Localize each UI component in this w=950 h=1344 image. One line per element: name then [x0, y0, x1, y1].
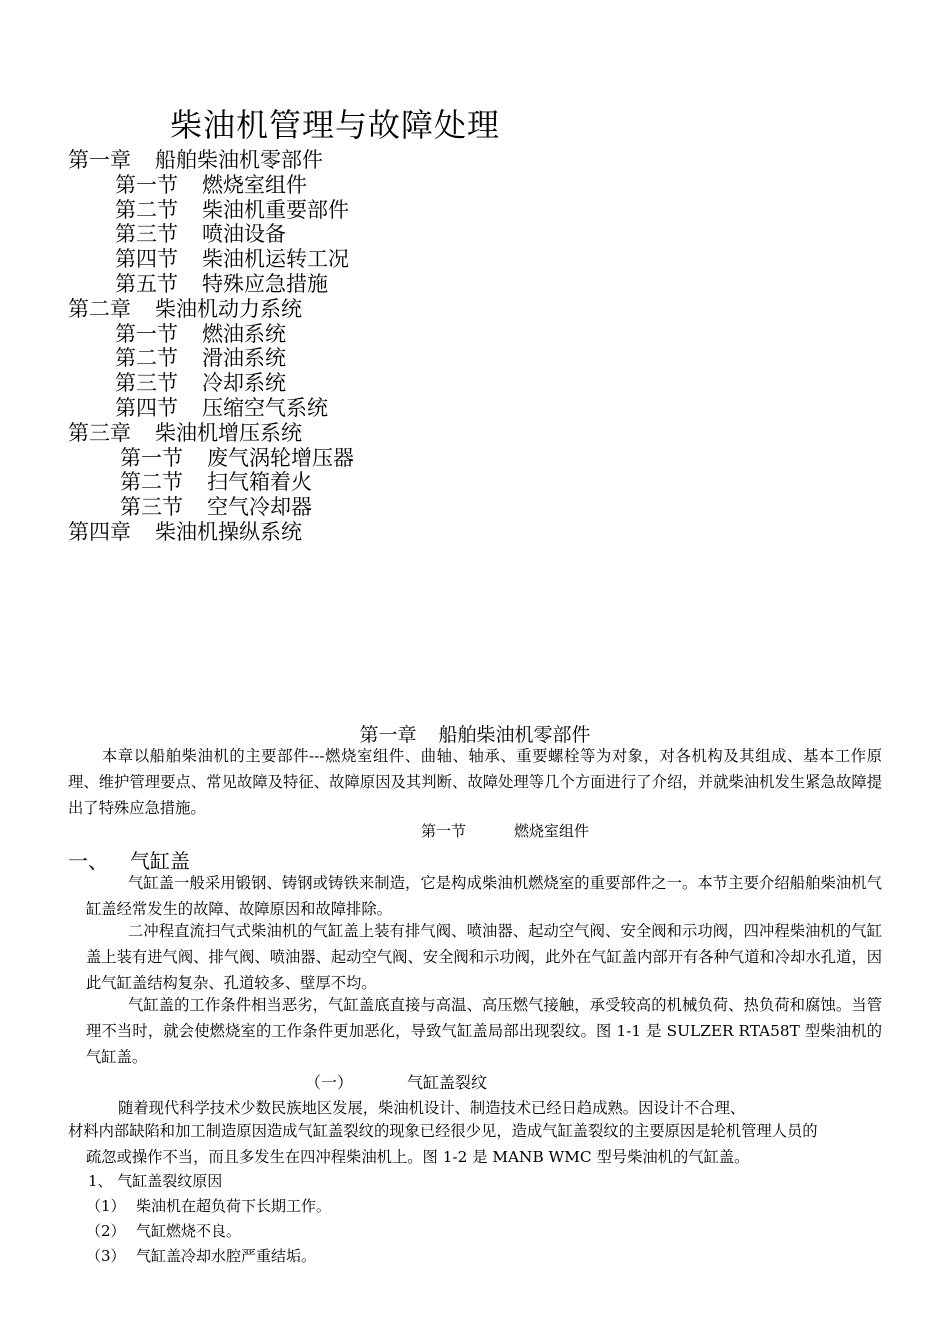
toc-section: [68, 346, 354, 371]
chapter-num: 第一章: [359, 724, 417, 746]
chapter-title: 船舶柴油机零部件: [438, 724, 591, 746]
toc-section: [68, 470, 354, 495]
paragraph-line: 材料内部缺陷和加工制造原因造成气缸盖裂纹的现象已经很少见，造成气缸盖裂纹的主要原因是轮机管理人员的: [68, 1122, 818, 1140]
section-num: 第一节: [420, 822, 466, 840]
toc-num: 第四章: [68, 519, 131, 544]
toc-text: 柴油机操纵系统: [155, 519, 302, 544]
toc-num: 第二节: [115, 197, 178, 222]
toc-num: 第四节: [115, 395, 178, 420]
cause-num: （3）: [86, 1247, 126, 1265]
toc-text: 压缩空气系统: [202, 395, 328, 420]
toc-chapter: [68, 421, 354, 446]
document-title: 柴油机管理与故障处理: [170, 106, 501, 144]
toc-text: 废气涡轮增压器: [207, 445, 354, 470]
toc-num: 第二章: [68, 296, 131, 321]
paragraph-line: 随着现代科学技术少数民族地区发展，柴油机设计、制造技术已经日趋成熟。因设计不合理、: [118, 1099, 746, 1117]
section-title: 燃烧室组件: [514, 822, 590, 840]
toc-num: 第一节: [120, 445, 183, 470]
chapter-intro: 本章以船舶柴油机的主要部件---燃烧室组件、曲轴、轴承、重要螺栓等为对象，对各机构及其组成、基本工作原理、维护管理要点、常见故障及特征、故障原因及其判断、故障处理等几个方面进行了介绍，并就柴油机发生紧急故障提出了特殊应急措施。: [68, 747, 882, 817]
cause-text: 气缸燃烧不良。: [136, 1222, 242, 1240]
toc-num: 第五节: [115, 271, 178, 296]
toc-num: 第三节: [120, 495, 183, 520]
toc-num: 第三节: [115, 371, 178, 396]
toc-section: [68, 495, 354, 520]
cause-num: （1）: [86, 1197, 126, 1215]
paragraph: 气缸盖一般采用锻钢、铸钢或铸铁来制造，它是构成柴油机燃烧室的重要部件之一。本节主要介绍船舶柴油机气缸盖经常发生的故障、故障原因和故障排除。: [86, 874, 882, 918]
cause-heading: 1、 气缸盖裂纹原因: [88, 1172, 223, 1190]
toc-chapter: [68, 297, 354, 322]
cause-item: [86, 1245, 316, 1266]
toc-section: [68, 173, 354, 198]
toc-text: 喷油设备: [202, 222, 286, 247]
toc-num: 第一章: [68, 148, 131, 172]
cause-num: （2）: [86, 1222, 126, 1240]
toc-section: [68, 222, 354, 247]
paragraph-line: 疏忽或操作不当，而且多发生在四冲程柴油机上。图 1-2 是 MANB WMC 型号柴油机的气缸盖。: [86, 1148, 750, 1166]
toc-text: 燃油系统: [202, 321, 286, 346]
topic-title: 气缸盖裂纹: [407, 1073, 488, 1092]
paragraph: 气缸盖的工作条件相当恶劣，气缸盖底直接与高温、高压燃气接触，承受较高的机械负荷、热负荷和腐蚀。当管理不当时，就会使燃烧室的工作条件更加恶化，导致气缸盖局部出现裂纹。图 1-1 是 SULZER RTA58T 型柴油机的气缸盖。: [86, 996, 882, 1066]
subsection-num: 一、: [68, 849, 108, 873]
toc-section: [68, 371, 354, 396]
toc-section: [68, 272, 354, 297]
toc-text: 船舶柴油机零部件: [155, 148, 323, 172]
toc-section: [68, 396, 354, 421]
toc-num: 第四节: [115, 247, 178, 272]
topic-heading: [305, 1070, 487, 1093]
subsection-title: 气缸盖: [130, 849, 190, 873]
toc-num: 第二节: [120, 470, 183, 495]
toc-text: 柴油机运转工况: [202, 247, 349, 272]
toc-num: 第三章: [68, 420, 131, 445]
toc-text: 燃烧室组件: [202, 172, 307, 197]
toc-text: 柴油机增压系统: [155, 420, 302, 445]
toc-text: 冷却系统: [202, 371, 286, 396]
table-of-contents: [68, 148, 354, 545]
cause-text: 气缸盖冷却水腔严重结垢。: [136, 1247, 317, 1265]
toc-num: 第一节: [115, 172, 178, 197]
toc-num: 第三节: [115, 222, 178, 247]
toc-text: 柴油机重要部件: [202, 197, 349, 222]
toc-section: [68, 247, 354, 272]
section-heading: [0, 820, 950, 841]
cause-text: 柴油机在超负荷下长期工作。: [136, 1197, 332, 1215]
toc-section: [68, 446, 354, 471]
topic-num: （一）: [305, 1073, 354, 1092]
cause-item: [86, 1220, 241, 1241]
toc-num: 第二节: [115, 346, 178, 371]
toc-text: 空气冷却器: [207, 495, 312, 520]
toc-section: [68, 322, 354, 347]
toc-num: 第一节: [115, 321, 178, 346]
toc-chapter: [68, 148, 354, 173]
toc-text: 柴油机动力系统: [155, 296, 302, 321]
toc-section: [68, 198, 354, 223]
cause-item: [86, 1195, 331, 1216]
toc-chapter: [68, 520, 354, 545]
toc-text: 特殊应急措施: [202, 271, 328, 296]
toc-text: 扫气箱着火: [207, 470, 312, 495]
paragraph: 二冲程直流扫气式柴油机的气缸盖上装有排气阀、喷油器、起动空气阀、安全阀和示功阀，四冲程柴油机的气缸盖上装有进气阀、排气阀、喷油器、起动空气阀、安全阀和示功阀，此外在气缸盖内部开有各种气道和冷却水孔道，因此气缸盖结构复杂、孔道较多、壁厚不均。: [86, 922, 882, 992]
toc-text: 滑油系统: [202, 346, 286, 371]
